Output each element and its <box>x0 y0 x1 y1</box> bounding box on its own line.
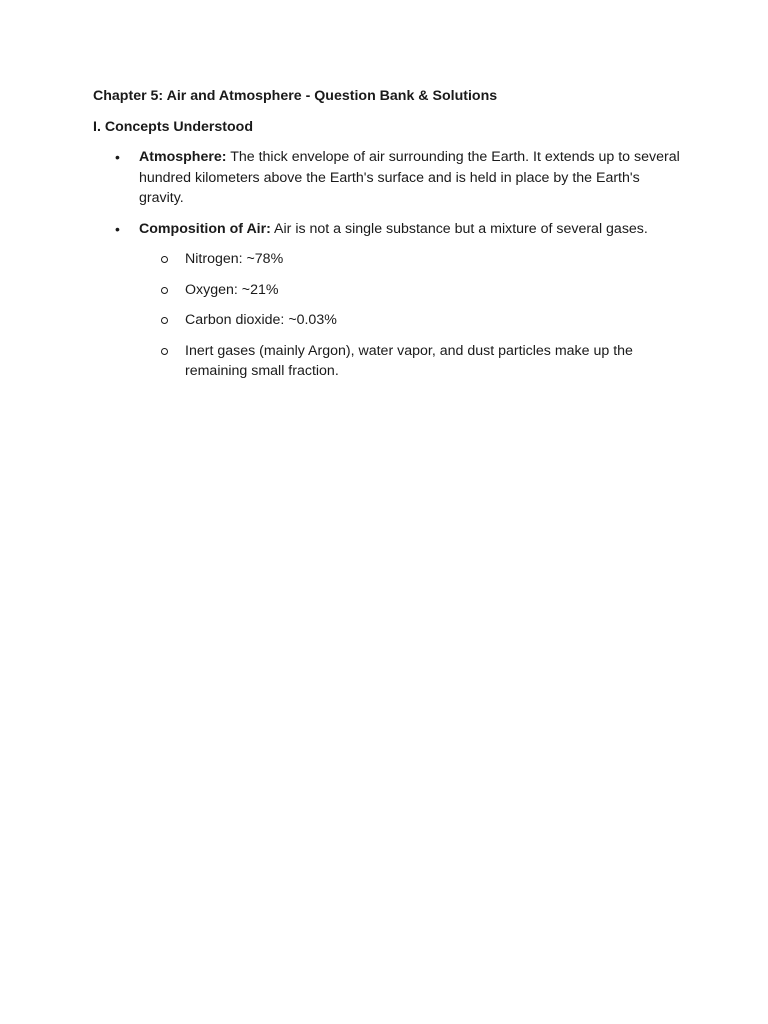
bullet-icon: • <box>115 149 120 165</box>
concept-list <box>93 147 683 382</box>
concept-term: Atmosphere: <box>139 149 227 165</box>
circle-bullet-icon <box>161 317 168 324</box>
composition-sublist <box>139 249 683 382</box>
sublist-item-carbon-dioxide <box>139 310 683 331</box>
document-title: Chapter 5: Air and Atmosphere - Question Bank & Solutions <box>93 88 498 104</box>
document-body <box>93 86 683 392</box>
concept-description: Air is not a single substance but a mixture of several gases. <box>274 220 648 237</box>
sublist-item-inert-gases <box>139 341 683 382</box>
sublist-item-nitrogen <box>139 249 683 270</box>
section-heading: I. Concepts Understood <box>93 118 254 135</box>
circle-bullet-icon <box>161 348 168 355</box>
concept-description: The thick envelope of air surrounding the Earth. It extends up to several hundred kilometers above the Earth's surface and is held in place by the Earth's gravity. <box>139 149 680 206</box>
concept-item-atmosphere <box>93 147 683 209</box>
sublist-item-text: Nitrogen: ~78% <box>185 251 284 267</box>
sublist-item-text: Oxygen: ~21% <box>185 281 279 298</box>
circle-bullet-icon <box>161 256 168 263</box>
sublist-item-text: Inert gases (mainly Argon), water vapor, and dust particles make up the remaining small fraction. <box>185 342 633 379</box>
concept-term: Composition of Air: <box>139 220 271 237</box>
sublist-item-text: Carbon dioxide: ~0.03% <box>185 312 337 328</box>
bullet-icon: • <box>115 220 120 237</box>
concept-item-composition <box>93 219 683 382</box>
sublist-item-oxygen <box>139 280 683 301</box>
circle-bullet-icon <box>161 287 168 294</box>
